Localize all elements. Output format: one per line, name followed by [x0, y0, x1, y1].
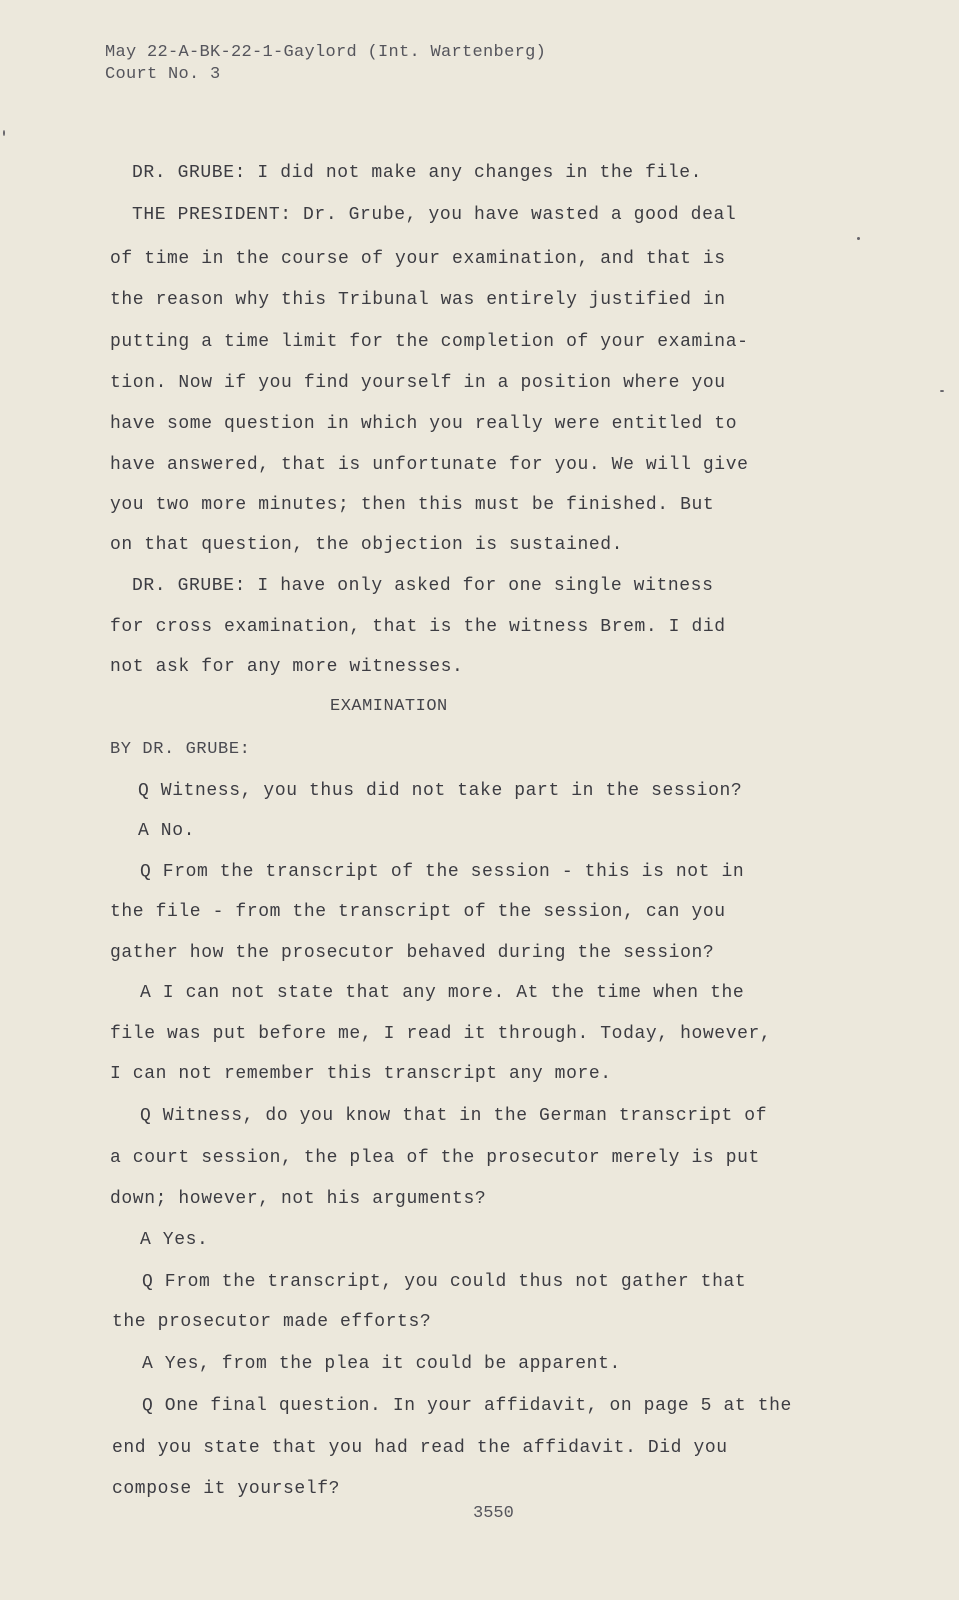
text-line: A I can not state that any more. At the time when the [140, 983, 745, 1003]
text-line: you two more minutes; then this must be finished. But [110, 495, 715, 515]
text-line: Q Witness, do you know that in the German transcript of [140, 1106, 768, 1126]
text-line: Q Witness, you thus did not take part in the session? [138, 781, 743, 801]
text-line: gather how the prosecutor behaved during the session? [110, 943, 715, 963]
paper-speck [857, 237, 860, 240]
text-line: down; however, not his arguments? [110, 1189, 487, 1209]
text-line: have answered, that is unfortunate for you. We will give [110, 455, 749, 475]
text-line: the file - from the transcript of the session, can you [110, 902, 726, 922]
examiner-label: BY DR. GRUBE: [110, 740, 251, 759]
text-line: for cross examination, that is the witness Brem. I did [110, 617, 726, 637]
paper-speck [3, 130, 5, 136]
text-line: DR. GRUBE: I did not make any changes in the file. [132, 163, 703, 183]
text-line: file was put before me, I read it through. Today, however, [110, 1024, 772, 1044]
document-header [105, 42, 546, 86]
text-line: THE PRESIDENT: Dr. Grube, you have wasted a good deal [132, 205, 737, 225]
paper-speck [940, 390, 944, 392]
text-line: tion. Now if you find yourself in a position where you [110, 373, 726, 393]
text-line: not ask for any more witnesses. [110, 657, 464, 677]
text-line: Q One final question. In your affidavit, on page 5 at the [142, 1396, 792, 1416]
page-number: 3550 [473, 1504, 514, 1523]
text-line: compose it yourself? [112, 1479, 341, 1499]
text-line: Q From the transcript, you could thus not gather that [142, 1272, 747, 1292]
header-session-line: May 22-A-BK-22-1-Gaylord (Int. Wartenberg) [105, 43, 547, 62]
section-heading: EXAMINATION [330, 697, 448, 716]
text-line: I can not remember this transcript any more. [110, 1064, 612, 1084]
text-line: of time in the course of your examination, and that is [110, 249, 726, 269]
header-court-line: Court No. 3 [105, 65, 221, 84]
text-line: A Yes, from the plea it could be apparent. [142, 1354, 621, 1374]
text-line: A Yes. [140, 1230, 209, 1250]
text-line: on that question, the objection is sustained. [110, 535, 624, 555]
text-line: putting a time limit for the completion of your examina- [110, 332, 749, 352]
text-line: end you state that you had read the affidavit. Did you [112, 1438, 728, 1458]
text-line: a court session, the plea of the prosecutor merely is put [110, 1148, 760, 1168]
text-line: A No. [138, 821, 196, 841]
text-line: the reason why this Tribunal was entirely justified in [110, 290, 726, 310]
text-line: Q From the transcript of the session - this is not in [140, 862, 745, 882]
text-line: the prosecutor made efforts? [112, 1312, 432, 1332]
text-line: DR. GRUBE: I have only asked for one single witness [132, 576, 714, 596]
text-line: have some question in which you really were entitled to [110, 414, 738, 434]
